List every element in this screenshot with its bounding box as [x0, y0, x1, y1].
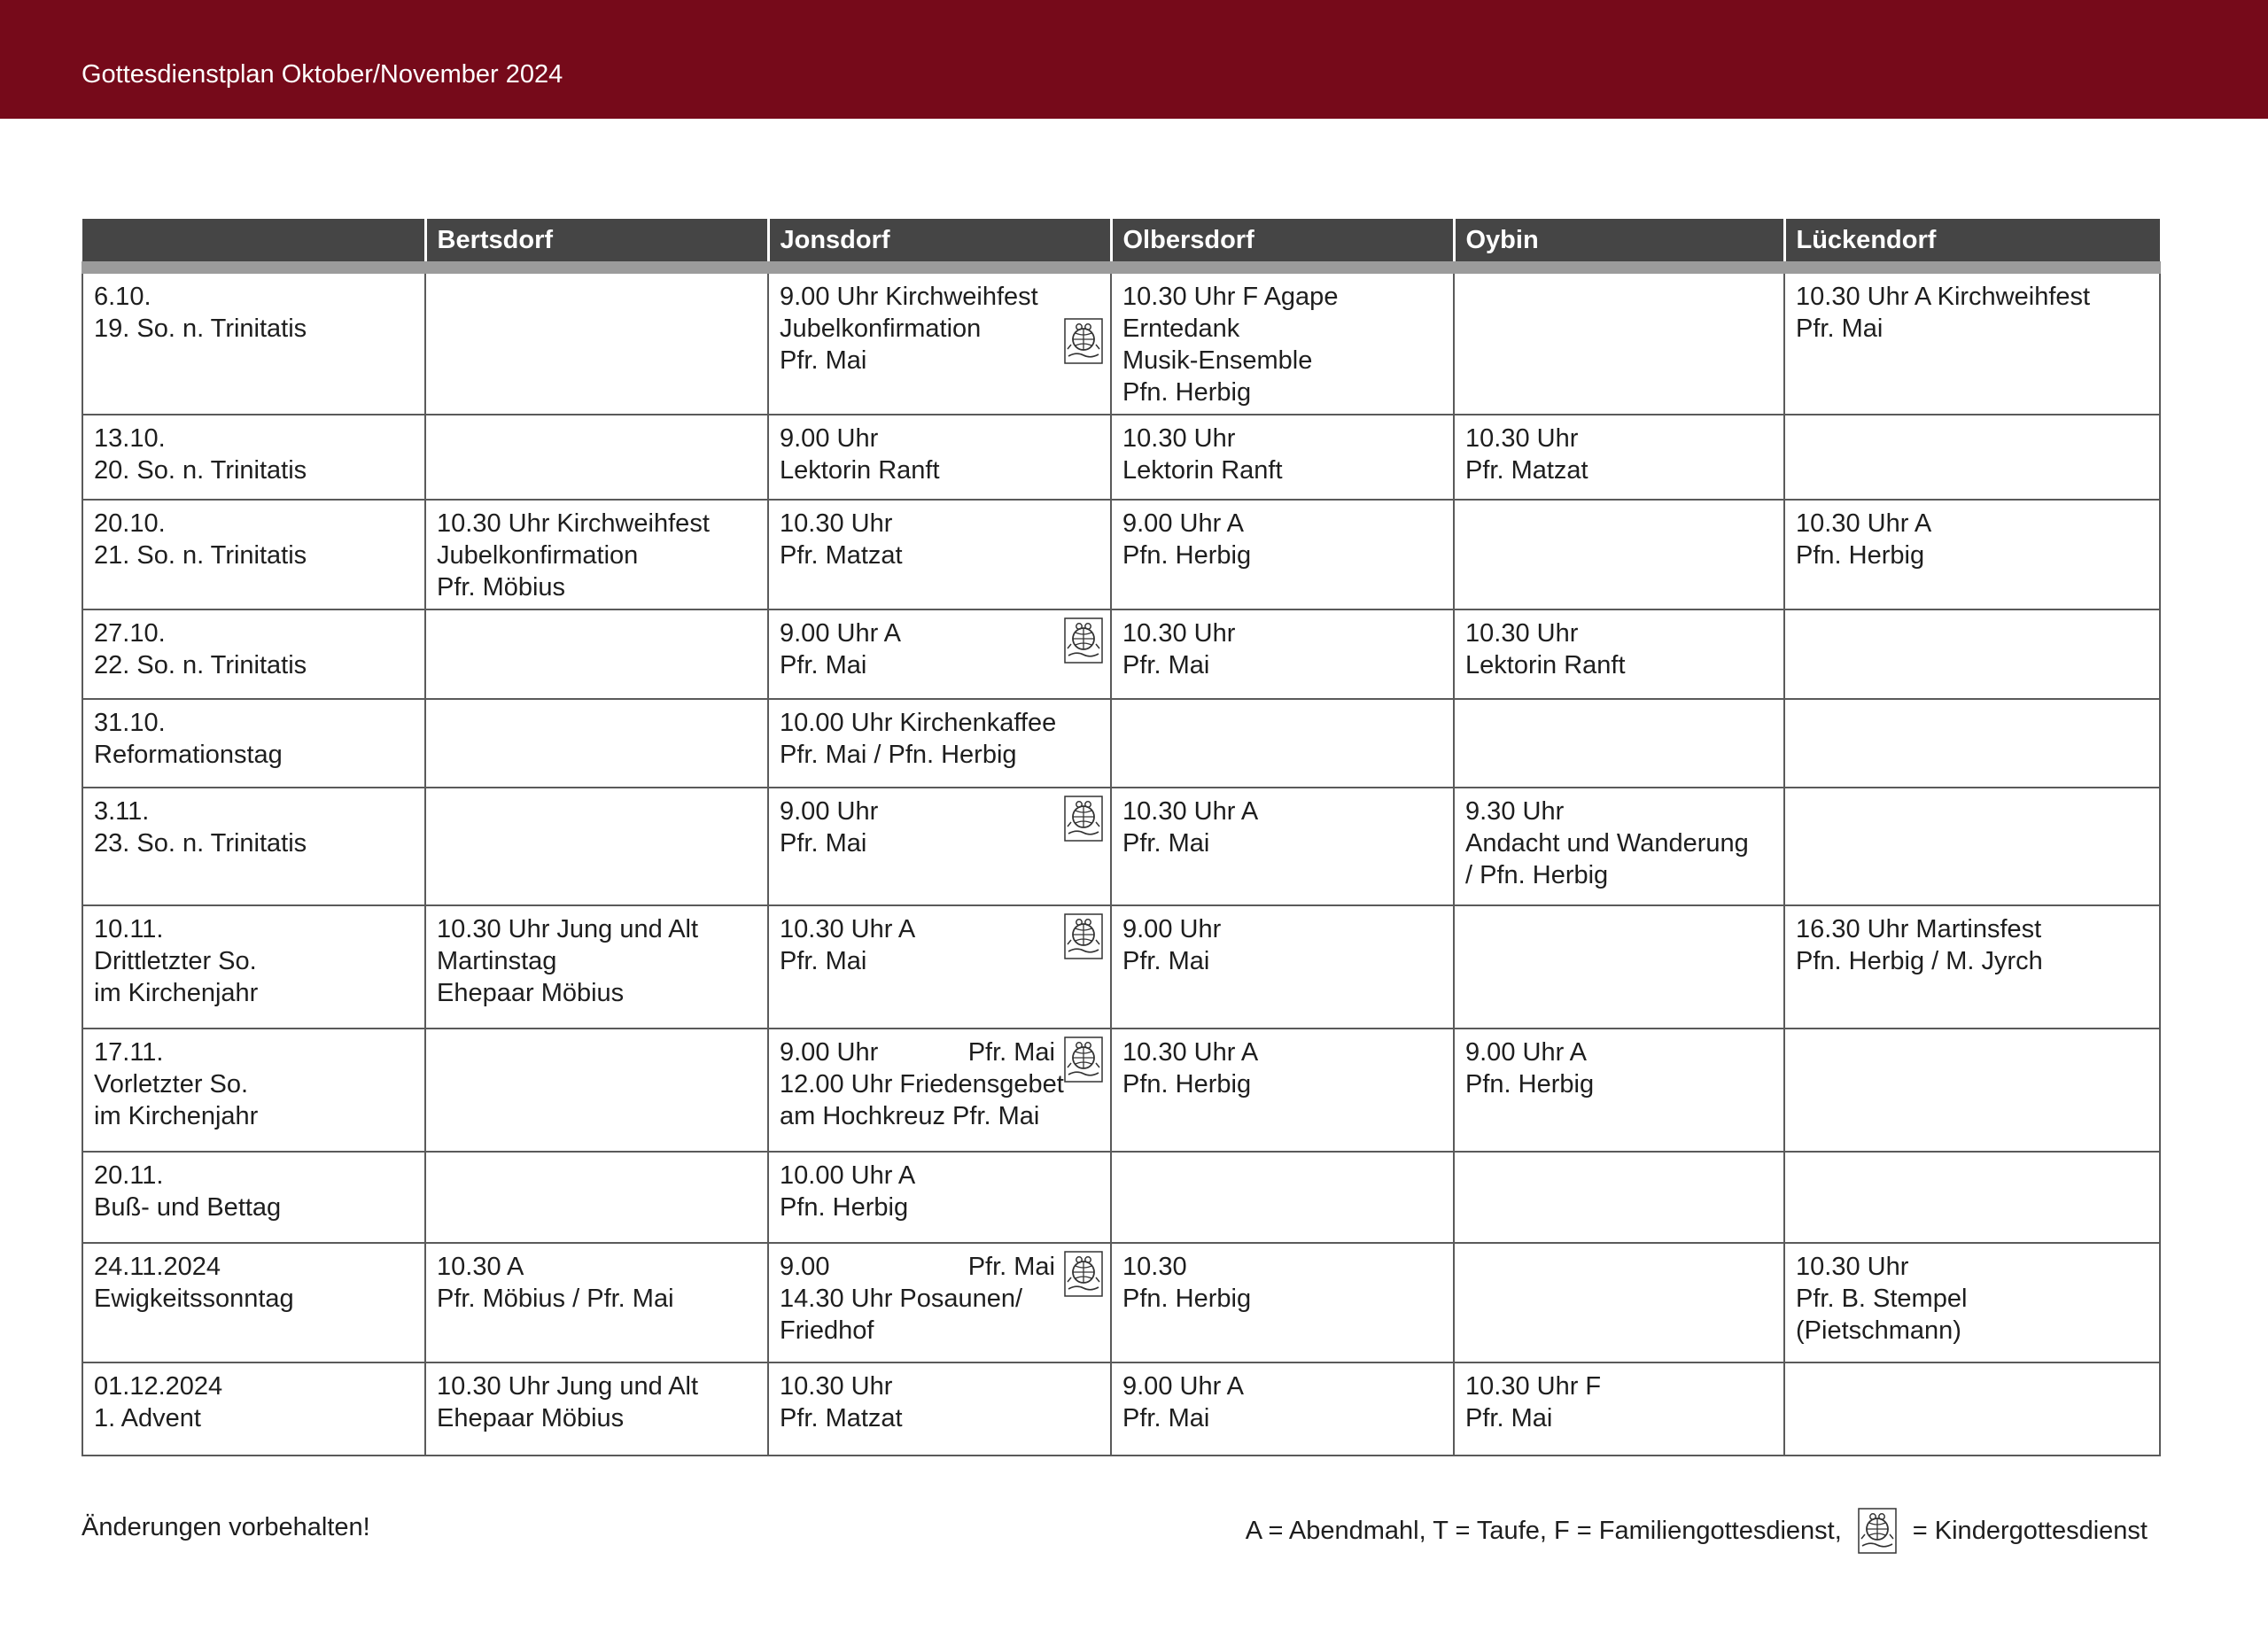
cell-line: Pfr. Mai [780, 651, 867, 679]
lueckendorf-cell [1784, 1152, 2160, 1243]
cell-line: am Hochkreuz Pfr. Mai [780, 1102, 1040, 1130]
cell-line: 1. Advent [94, 1404, 201, 1432]
column-header-olbersdorf: Olbersdorf [1111, 219, 1454, 268]
cell-line: 20.11. [94, 1161, 164, 1190]
cell-line: Pfr. Mai [1796, 314, 1884, 343]
cell-line: Pfr. Mai [1122, 651, 1210, 679]
olbersdorf-cell [1111, 268, 1454, 415]
date-cell [82, 1029, 425, 1152]
jonsdorf-cell [768, 788, 1111, 905]
cell-line: 14.30 Uhr Posaunen/ [780, 1285, 1023, 1313]
changes-note: Änderungen vorbehalten! [82, 1513, 370, 1541]
lueckendorf-cell [1784, 1362, 2160, 1456]
cell-line: 12.00 Uhr Friedensgebet [780, 1070, 1064, 1098]
split-right: Pfr. Mai [967, 1253, 1055, 1281]
cell-line: Pfn. Herbig [1122, 1285, 1252, 1313]
cell-line: 10.30 Uhr Jung und Alt [437, 1372, 699, 1401]
cell-line: 21. So. n. Trinitatis [94, 541, 307, 570]
table-header-row [82, 219, 2160, 268]
cell-line: 19. So. n. Trinitatis [94, 314, 307, 343]
cell-line: Pfr. Mai [1465, 1404, 1553, 1432]
cell-line: 10.30 Uhr [1465, 424, 1579, 453]
legend [1246, 1508, 2148, 1554]
date-cell [82, 1243, 425, 1362]
cell-line: 9.00 Uhr [780, 797, 879, 826]
cell-line: 10.30 Uhr [1122, 424, 1236, 453]
cell-line: 10.30 Uhr [780, 1372, 893, 1401]
cell-line: Drittletzter So. [94, 947, 257, 975]
oybin-cell [1454, 609, 1784, 699]
kindergottesdienst-icon [1064, 617, 1103, 664]
cell-line: 10.30 Uhr Kirchweihfest [437, 509, 710, 538]
cell-line: Lektorin Ranft [1122, 456, 1283, 485]
table-row [82, 788, 2160, 905]
jonsdorf-cell [768, 415, 1111, 500]
cell-line: Pfr. Möbius / Pfr. Mai [437, 1285, 674, 1313]
table-row [82, 1029, 2160, 1152]
oybin-cell [1454, 415, 1784, 500]
column-header-bertsdorf: Bertsdorf [425, 219, 768, 268]
lueckendorf-cell [1784, 699, 2160, 788]
cell-line: Pfn. Herbig [1796, 541, 1925, 570]
cell-line: Pfr. Matzat [780, 541, 903, 570]
date-cell [82, 268, 425, 415]
date-cell [82, 500, 425, 609]
cell-line: Jubelkonfirmation [780, 314, 982, 343]
cell-line: im Kirchenjahr [94, 979, 259, 1007]
date-cell [82, 609, 425, 699]
cell-line: Pfr. Mai [1122, 829, 1210, 858]
cell-line: Erntedank [1122, 314, 1240, 343]
olbersdorf-cell [1111, 609, 1454, 699]
cell-line: 27.10. [94, 619, 166, 648]
bertsdorf-cell [425, 1029, 768, 1152]
date-cell [82, 788, 425, 905]
cell-line: 10.00 Uhr Kirchenkaffee [780, 709, 1057, 737]
bertsdorf-cell [425, 1362, 768, 1456]
oybin-cell [1454, 1029, 1784, 1152]
kindergottesdienst-icon [1064, 796, 1103, 842]
bertsdorf-cell [425, 1243, 768, 1362]
cell-line: 10.11. [94, 915, 164, 943]
cell-line: Pfr. Mai [1122, 947, 1210, 975]
cell-line: 10.30 Uhr F Agape [1122, 283, 1339, 311]
cell-line: Reformationstag [94, 741, 283, 769]
jonsdorf-cell [768, 905, 1111, 1029]
cell-line: 10.30 A [437, 1253, 524, 1281]
jonsdorf-cell [768, 500, 1111, 609]
cell-line: Pfr. B. Stempel [1796, 1285, 1968, 1313]
cell-line: Pfn. Herbig [1122, 541, 1252, 570]
bertsdorf-cell [425, 268, 768, 415]
oybin-cell [1454, 1243, 1784, 1362]
cell-line: Pfr. Mai [780, 829, 867, 858]
date-cell [82, 1362, 425, 1456]
olbersdorf-cell [1111, 500, 1454, 609]
cell-line: Pfn. Herbig [1122, 1070, 1252, 1098]
split-left: 9.00 Uhr [780, 1038, 879, 1067]
cell-line: Pfn. Herbig [780, 1193, 909, 1222]
olbersdorf-cell [1111, 699, 1454, 788]
kindergottesdienst-icon [1064, 1251, 1103, 1297]
cell-line: 3.11. [94, 797, 150, 826]
column-header-date [82, 219, 425, 268]
olbersdorf-cell [1111, 1243, 1454, 1362]
lueckendorf-cell [1784, 1243, 2160, 1362]
oybin-cell [1454, 268, 1784, 415]
cell-line: Pfr. Mai [780, 947, 867, 975]
date-cell [82, 905, 425, 1029]
lueckendorf-cell [1784, 415, 2160, 500]
cell-line: Vorletzter So. [94, 1070, 249, 1098]
table-row [82, 1362, 2160, 1456]
oybin-cell [1454, 1152, 1784, 1243]
column-header-oybin: Oybin [1454, 219, 1784, 268]
olbersdorf-cell [1111, 788, 1454, 905]
cell-line: 24.11.2024 [94, 1253, 221, 1281]
cell-line: 10.30 Uhr A [780, 915, 916, 943]
oybin-cell [1454, 699, 1784, 788]
cell-line: 9.00 Uhr Kirchweihfest [780, 283, 1038, 311]
cell-line: 01.12.2024 [94, 1372, 223, 1401]
cell-line: 16.30 Uhr Martinsfest [1796, 915, 2042, 943]
column-header-lueckendorf: Lückendorf [1784, 219, 2160, 268]
cell-line: 22. So. n. Trinitatis [94, 651, 307, 679]
cell-line: 9.00 Uhr [1122, 915, 1222, 943]
cell-line: 20. So. n. Trinitatis [94, 456, 307, 485]
bertsdorf-cell [425, 699, 768, 788]
lueckendorf-cell [1784, 500, 2160, 609]
table-row [82, 268, 2160, 415]
jonsdorf-cell [768, 1243, 1111, 1362]
cell-line: Pfr. Möbius [437, 573, 566, 602]
table-row [82, 500, 2160, 609]
bertsdorf-cell [425, 609, 768, 699]
cell-line: / Pfn. Herbig [1465, 861, 1609, 889]
cell-line: 13.10. [94, 424, 166, 453]
legend-icon-label: = Kindergottesdienst [1912, 1516, 2148, 1545]
cell-line: Jubelkonfirmation [437, 541, 639, 570]
bertsdorf-cell [425, 1152, 768, 1243]
cell-line: 20.10. [94, 509, 166, 538]
cell-line: 10.30 Uhr F [1465, 1372, 1602, 1401]
cell-line: 10.30 Uhr [1465, 619, 1579, 648]
split-right: Pfr. Mai [967, 1038, 1055, 1067]
cell-line: Andacht und Wanderung [1465, 829, 1749, 858]
cell-line: 9.00 Uhr [780, 424, 879, 453]
table-row [82, 1152, 2160, 1243]
jonsdorf-cell [768, 1029, 1111, 1152]
date-cell [82, 699, 425, 788]
cell-line: (Pietschmann) [1796, 1316, 1961, 1345]
cell-line: Ehepaar Möbius [437, 979, 625, 1007]
kindergottesdienst-icon [1064, 1036, 1103, 1083]
cell-line: 10.30 Uhr [1796, 1253, 1909, 1281]
lueckendorf-cell [1784, 609, 2160, 699]
cell-line: 10.30 Uhr Jung und Alt [437, 915, 699, 943]
kindergottesdienst-icon [1064, 318, 1103, 364]
cell-line: 31.10. [94, 709, 166, 737]
cell-line: 10.00 Uhr A [780, 1161, 916, 1190]
column-header-jonsdorf: Jonsdorf [768, 219, 1111, 268]
cell-line: 10.30 [1122, 1253, 1187, 1281]
olbersdorf-cell [1111, 1029, 1454, 1152]
cell-line: Ehepaar Möbius [437, 1404, 625, 1432]
page-title: Gottesdienstplan Oktober/November 2024 [82, 60, 563, 89]
jonsdorf-cell [768, 1152, 1111, 1243]
cell-line: Friedhof [780, 1316, 874, 1345]
header-banner [0, 0, 2268, 119]
cell-line: Buß- und Bettag [94, 1193, 282, 1222]
oybin-cell [1454, 500, 1784, 609]
jonsdorf-cell [768, 699, 1111, 788]
table-row [82, 905, 2160, 1029]
lueckendorf-cell [1784, 1029, 2160, 1152]
table-row [82, 699, 2160, 788]
cell-line: Pfn. Herbig [1122, 378, 1252, 407]
split-left: 9.00 [780, 1253, 830, 1281]
cell-line: Pfr. Mai / Pfn. Herbig [780, 741, 1017, 769]
cell-line: Martinstag [437, 947, 557, 975]
olbersdorf-cell [1111, 1152, 1454, 1243]
oybin-cell [1454, 1362, 1784, 1456]
cell-line: 6.10. [94, 283, 151, 311]
cell-line: im Kirchenjahr [94, 1102, 259, 1130]
olbersdorf-cell [1111, 1362, 1454, 1456]
table-row [82, 1243, 2160, 1362]
bertsdorf-cell [425, 905, 768, 1029]
cell-line: Pfn. Herbig / M. Jyrch [1796, 947, 2043, 975]
date-cell [82, 1152, 425, 1243]
cell-line: Pfr. Mai [1122, 1404, 1210, 1432]
cell-line: 23. So. n. Trinitatis [94, 829, 307, 858]
cell-line: 9.00 Uhr A [780, 619, 902, 648]
cell-line: 10.30 Uhr A Kirchweihfest [1796, 283, 2091, 311]
bertsdorf-cell [425, 500, 768, 609]
lueckendorf-cell [1784, 788, 2160, 905]
cell-line-split [780, 1251, 1099, 1283]
table-row [82, 415, 2160, 500]
olbersdorf-cell [1111, 905, 1454, 1029]
cell-line: 17.11. [94, 1038, 164, 1067]
cell-line: 10.30 Uhr A [1122, 1038, 1259, 1067]
cell-line: Musik-Ensemble [1122, 346, 1313, 375]
legend-text: A = Abendmahl, T = Taufe, F = Familiengottesdienst, [1245, 1516, 1842, 1545]
cell-line: 9.00 Uhr A [1465, 1038, 1588, 1067]
oybin-cell [1454, 788, 1784, 905]
lueckendorf-cell [1784, 905, 2160, 1029]
cell-line: 10.30 Uhr A [1796, 509, 1932, 538]
jonsdorf-cell [768, 1362, 1111, 1456]
cell-line: 9.00 Uhr A [1122, 509, 1245, 538]
cell-line: Pfn. Herbig [1465, 1070, 1595, 1098]
cell-line: 10.30 Uhr [1122, 619, 1236, 648]
cell-line: Pfr. Matzat [780, 1404, 903, 1432]
table-row [82, 609, 2160, 699]
cell-line: 10.30 Uhr A [1122, 797, 1259, 826]
jonsdorf-cell [768, 609, 1111, 699]
date-cell [82, 415, 425, 500]
oybin-cell [1454, 905, 1784, 1029]
cell-line-split [780, 1036, 1099, 1068]
jonsdorf-cell [768, 268, 1111, 415]
bertsdorf-cell [425, 415, 768, 500]
cell-line: 9.30 Uhr [1465, 797, 1565, 826]
cell-line: Ewigkeitssonntag [94, 1285, 294, 1313]
cell-line: Pfr. Mai [780, 346, 867, 375]
kindergottesdienst-icon [1064, 913, 1103, 959]
lueckendorf-cell [1784, 268, 2160, 415]
olbersdorf-cell [1111, 415, 1454, 500]
cell-line: 10.30 Uhr [780, 509, 893, 538]
cell-line: 9.00 Uhr A [1122, 1372, 1245, 1401]
bertsdorf-cell [425, 788, 768, 905]
schedule-table [82, 219, 2161, 1456]
cell-line: Lektorin Ranft [1465, 651, 1626, 679]
kindergottesdienst-icon [1858, 1508, 1897, 1554]
cell-line: Pfr. Matzat [1465, 456, 1588, 485]
cell-line: Lektorin Ranft [780, 456, 940, 485]
